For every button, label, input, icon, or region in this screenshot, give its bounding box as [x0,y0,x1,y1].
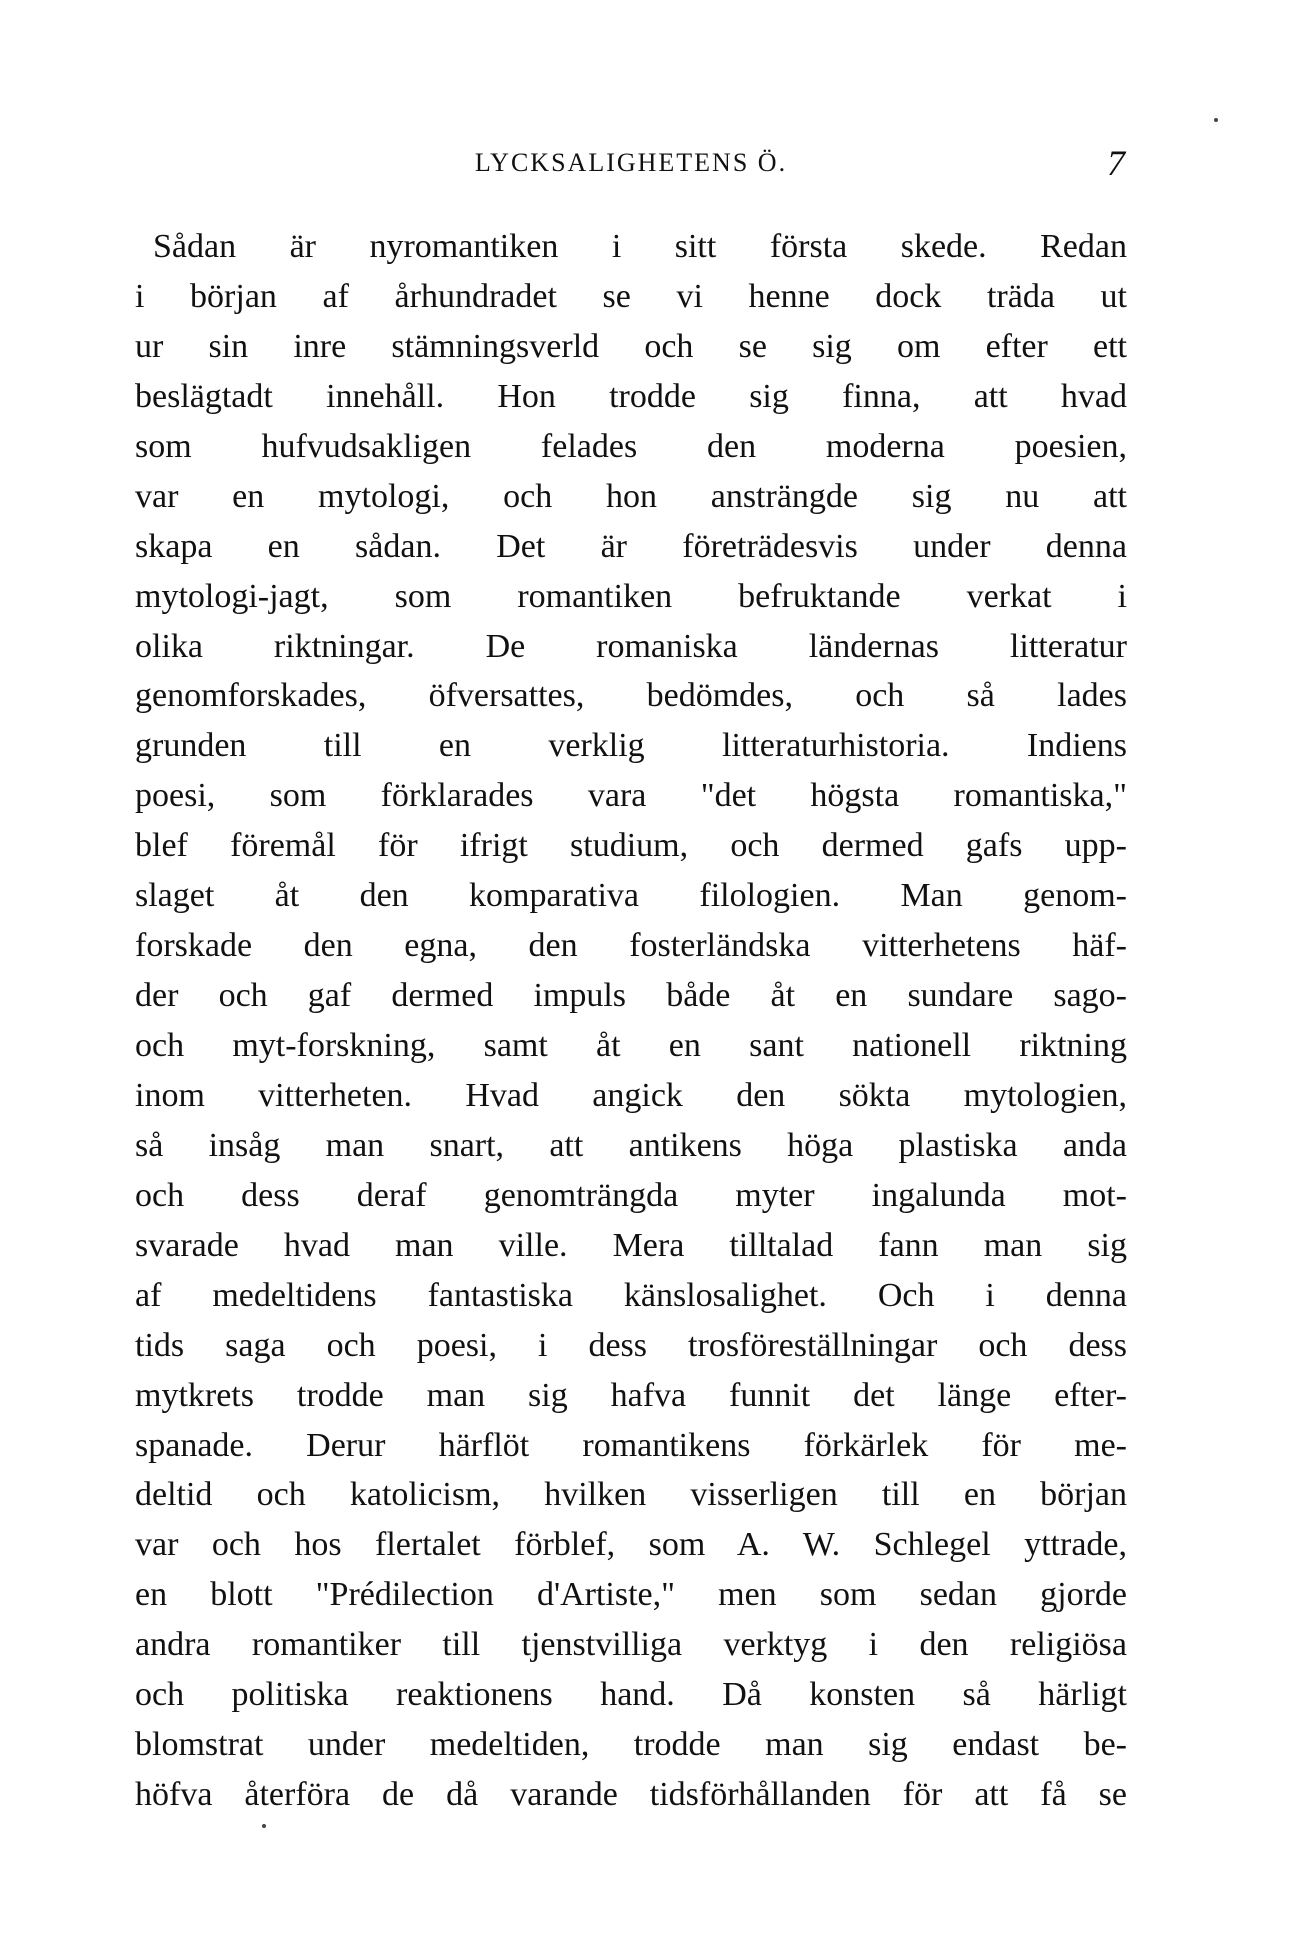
text-line: poesi, som förklarades vara "det högsta romantiska," [135,777,1127,815]
text-line: ur sin inre stämningsverld och se sig om efter ett [135,327,1127,365]
text-line: Sådan är nyromantiken i sitt första skede. Redan [153,228,1127,265]
text-line: var och hos flertalet förblef, som A. W. Schlegel yttrade, [135,1526,1127,1564]
text-line: blef föremål för ifrigt studium, och dermed gafs upp- [135,827,1127,865]
page-number: 7 [1107,143,1127,183]
text-line: och myt-forskning, samt åt en sant nationell riktning [135,1027,1127,1064]
text-line: som hufvudsakligen felades den moderna poesien, [135,427,1127,465]
text-line: skapa en sådan. Det är företrädesvis under denna [135,527,1127,565]
text-line: forskade den egna, den fosterländska vitterhetens häf- [135,927,1127,965]
text-line: beslägtadt innehåll. Hon trodde sig finna, att hvad [135,377,1127,415]
text-line: höfva återföra de då varande tidsförhållanden för att få se [135,1776,1127,1814]
text-line: grunden till en verklig litteraturhistoria. Indiens [135,727,1127,765]
text-line: af medeltidens fantastiska känslosalighet. Och i denna [135,1276,1127,1314]
text-line: och dess deraf genomträngda myter ingalunda mot- [135,1176,1127,1214]
body-text [135,222,1127,1820]
text-line: en blott "Prédilection d'Artiste," men som sedan gjorde [135,1576,1127,1614]
running-head [135,143,1127,188]
text-line: mytkrets trodde man sig hafva funnit det länge efter- [135,1376,1127,1414]
text-line: slaget åt den komparativa filologien. Man genom- [135,877,1127,915]
text-line: tids saga och poesi, i dess trosföreställningar och dess [135,1326,1127,1364]
text-line: så insåg man snart, att antikens höga plastiska anda [135,1126,1127,1164]
text-line: blomstrat under medeltiden, trodde man sig endast be- [135,1726,1127,1764]
text-line: olika riktningar. De romaniska ländernas litteratur [135,627,1127,665]
text-line: svarade hvad man ville. Mera tilltalad fann man sig [135,1226,1127,1264]
print-speck [1214,118,1218,122]
text-line: deltid och katolicism, hvilken visserligen till en början [135,1476,1127,1514]
print-speck [262,1824,266,1828]
text-line: mytologi-jagt, som romantiken befruktande verkat i [135,577,1127,615]
text-line: der och gaf dermed impuls både åt en sundare sago- [135,977,1127,1015]
text-line: andra romantiker till tjenstvilliga verktyg i den religiösa [135,1626,1127,1664]
text-line: inom vitterheten. Hvad angick den sökta mytologien, [135,1076,1127,1114]
running-title: LYCKSALIGHETENS Ö. [474,148,788,177]
text-line: var en mytologi, och hon ansträngde sig nu att [135,477,1127,515]
text-line: och politiska reaktionens hand. Då konsten så härligt [135,1676,1127,1714]
text-line: spanade. Derur härflöt romantikens förkärlek för me- [135,1426,1127,1464]
text-line: i början af århundradet se vi henne dock träda ut [135,277,1127,315]
text-line: genomforskades, öfversattes, bedömdes, och så lades [135,677,1127,715]
